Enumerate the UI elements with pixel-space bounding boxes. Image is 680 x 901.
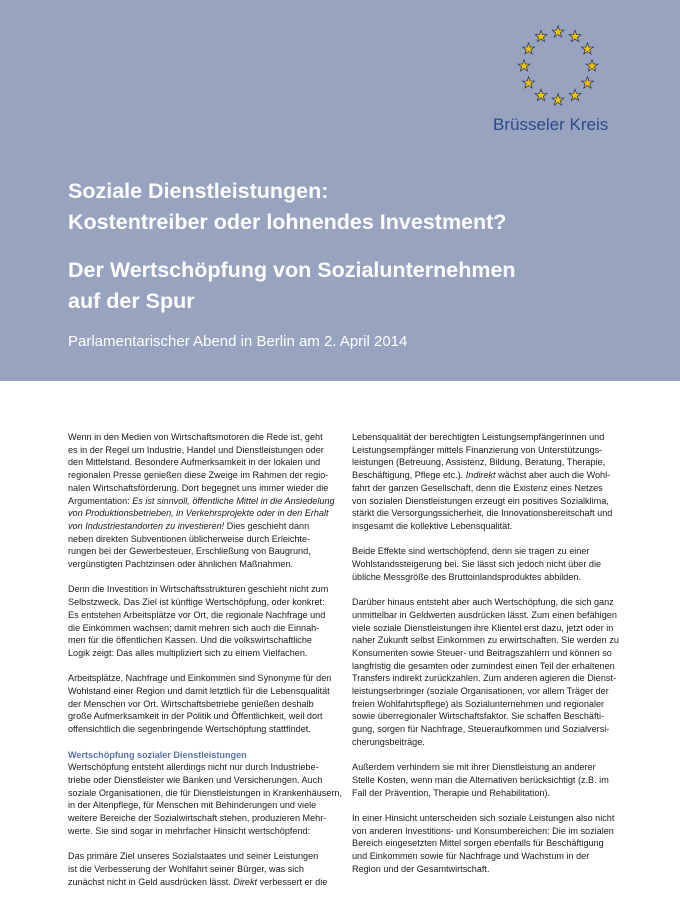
- star-icon: [552, 94, 564, 105]
- text-line: es in der Regel um Industrie, Handel und Dienstleistungen oder: [68, 444, 324, 455]
- paragraph: [68, 761, 340, 837]
- text-line: insgesamt die kollektive Lebensqualität.: [352, 520, 513, 531]
- text-line: Wohlstandssteigerung bei. Sie lässt sich jedoch nicht über die: [352, 559, 602, 570]
- text-line: sowie überregionaler Wirtschaftsfaktor. Sie schaffen Beschäfti-: [352, 711, 605, 722]
- paragraph: [352, 431, 624, 533]
- text-line: men für die öffentlichen Kassen. Und die volkswirtschaftliche: [68, 635, 312, 646]
- text-line: werte. Sie sind sogar in mehrfacher Hinsicht wertschöpfend:: [68, 825, 311, 836]
- event-line: Parlamentarischer Abend in Berlin am 2. April 2014: [68, 333, 408, 350]
- section: [68, 749, 340, 762]
- text-line: nalen Wirtschaftsförderung. Dort begegnet uns immer wieder die: [68, 482, 329, 493]
- star-icon: [582, 43, 594, 54]
- star-icon: [552, 26, 564, 37]
- brand-name: Brüsseler Kreis: [493, 115, 609, 134]
- text-line: stärkt die Versorgungssicherheit, die Innovationsbereitschaft und: [352, 508, 613, 519]
- text-line: weitere Bereiche der Sozialwirtschaft stehen, produzieren Mehr-: [68, 813, 327, 824]
- text-line: Konsumenten sowie Steuer- und Beitragszahlern und können so: [352, 647, 612, 658]
- eu-stars-logo-icon: [508, 24, 608, 108]
- text-segment: wächst aber auch die Wohl-: [495, 470, 611, 481]
- paragraph: [68, 850, 340, 888]
- text-line: von sozialen Dienstleistungen erzeugt ein positives Sozialklima,: [352, 495, 609, 506]
- text-line: und Einkommen sowie für Nachfrage und Wachstum in der: [352, 851, 590, 862]
- text-line: langfristig die gesamten oder zumindest einen Teil der erhaltenen: [352, 660, 615, 671]
- text-line: Region und der Gesamtwirtschaft.: [352, 863, 490, 874]
- text-segment: verbessert er die: [257, 876, 328, 887]
- text-line: Logik zeigt: Das alles multipliziert sich zu einem Vielfachen.: [68, 647, 308, 658]
- star-icon: [518, 60, 530, 71]
- text-line: der Menschen vor Ort. Wirtschaftsbetriebe genießen deshalb: [68, 698, 314, 709]
- text-segment: zunächst nicht in Geld ausdrücken lässt.: [68, 876, 234, 887]
- star-icon: [569, 30, 581, 41]
- text-line: den Mittelstand. Besondere Aufmerksamkeit in der lokalen und: [68, 457, 321, 468]
- text-line: Stelle Kosten, wenn man die Alternativen berücksichtigt (z.B. im: [352, 774, 609, 785]
- text-line: leistungserbringer (soziale Organisationen, vor allem Träger der: [352, 686, 609, 697]
- emphasis-text: von Produktionsbetrieben, in Verkehrsprojekte oder in den Erhalt: [68, 508, 329, 519]
- text-line: gung, sorgen für Nachfrage, Steueraufkommen und Sozialversi-: [352, 724, 610, 735]
- text-line: Transfers indirekt zurückzahlen. Zum anderen agieren die Dienst-: [352, 673, 617, 684]
- text-line: Wohlstand einer Region und damit letztlich für die Lebensqualität: [68, 686, 330, 697]
- text-line: soziale Organisationen, die für Dienstleistungen in Krankenhäusern,: [68, 787, 342, 798]
- text-line: Selbstzweck. Das Ziel ist künftige Wertschöpfung, oder konkret:: [68, 597, 325, 608]
- text-line: neben direkten Subventionen üblicherweise durch Erleichte-: [68, 533, 311, 544]
- text-line: viele soziale Dienstleistungen ihre Klientel erst dazu, jetzt oder in: [352, 622, 614, 633]
- text-line: Darüber hinaus entsteht aber auch Wertschöpfung, die sich ganz: [352, 597, 614, 608]
- text-line: in der Altenpflege, für Menschen mit Behinderungen und viele: [68, 800, 317, 811]
- text-line: Wertschöpfung entsteht allerdings nicht nur durch Industriebe-: [68, 762, 319, 773]
- text-line: naher Zukunft selbst Einkommen zu erwirtschaften. Sie werden zu: [352, 635, 619, 646]
- header-banner: [0, 0, 680, 381]
- paragraph: [352, 761, 624, 799]
- text-line: Leistungsempfänger mittels Finanzierung von Unterstützungs-: [352, 444, 603, 455]
- text-line: Arbeitsplätze, Nachfrage und Einkommen sind Synonyme für den: [68, 673, 332, 684]
- text-line: übliche Messgröße des Bruttoinlandsproduktes abbilden.: [352, 571, 581, 582]
- star-icon: [535, 89, 547, 100]
- star-icon: [523, 77, 535, 88]
- text-line: [68, 520, 340, 533]
- star-icon: [582, 77, 594, 88]
- text-line: regionalen Presse genießen diese Zweige im Rahmen der regio-: [68, 470, 329, 481]
- star-icon: [535, 30, 547, 41]
- star-icon: [569, 89, 581, 100]
- text-segment: Beschäftigung, Pflege etc.).: [352, 470, 466, 481]
- text-line: rungen bei der Gewerbesteuer, Erschließung von Baugrund,: [68, 546, 311, 557]
- emphasis-text: Direkt: [233, 876, 258, 887]
- text-line: leistungen (Betreuung, Assistenz, Bildung, Beratung, Therapie,: [352, 457, 606, 468]
- paragraph: [68, 431, 340, 571]
- paragraph: [352, 596, 624, 748]
- text-line: freien Wohlfahrtspflege) als Sozialunternehmen und regionaler: [352, 698, 605, 709]
- paragraph: [68, 583, 340, 659]
- text-line: triebe oder Dienstleister wie Banken und Versicherungen. Auch: [68, 774, 323, 785]
- right-column: [352, 431, 624, 888]
- text-line: große Aufmerksamkeit in der Politik und Öffentlichkeit, weil dort: [68, 711, 323, 722]
- text-line: ist die Verbesserung der Wohlfahrt seiner Bürger, was sich: [68, 863, 304, 874]
- text-line: Denn die Investition in Wirtschaftsstrukturen geschieht nicht zum: [68, 584, 329, 595]
- text-line: Fall der Prävention, Therapie und Rehabilitation).: [352, 787, 550, 798]
- text-line: Lebensqualität der berechtigten Leistungsempfängerinnen und: [352, 432, 605, 442]
- star-icon: [523, 43, 535, 54]
- emphasis-text: Es ist sinnvoll, öffentliche Mittel in die Ansiedelung: [132, 495, 335, 506]
- title-line-2: Kostentreiber oder lohnendes Investment?: [68, 210, 507, 234]
- text-line: unmittelbar in Geldwerten ausdrücken lässt. Zum einen befähigen: [352, 609, 617, 620]
- text-line: von anderen Investitions- und Konsumbereichen: Die im sozialen: [352, 825, 614, 836]
- subtitle-heading-line-2: auf der Spur: [68, 289, 195, 313]
- emphasis-text: von Industriestandorten zu investieren!: [68, 520, 225, 531]
- emphasis-text: Indirekt: [465, 470, 496, 481]
- text-segment: Dies geschieht dann: [224, 520, 310, 531]
- text-line: Bereich eingesetzten Mittel sorgen ebenfalls für Beschäftigung: [352, 838, 604, 849]
- text-line: [352, 469, 624, 482]
- text-line: Es entstehen Arbeitsplätze vor Ort, die regionale Nachfrage und: [68, 609, 326, 620]
- text-line: [68, 495, 340, 508]
- subtitle-heading-line-1: Der Wertschöpfung von Sozialunternehmen: [68, 258, 516, 282]
- paragraph: [352, 812, 624, 876]
- text-line: offensichtlich die segenbringende Wertschöpfung stattfindet.: [68, 724, 311, 735]
- left-column: [68, 431, 340, 901]
- title-line-1: Soziale Dienstleistungen:: [68, 179, 329, 203]
- text-line: Außerdem verhindern sie mit ihrer Dienstleistung an anderer: [352, 762, 596, 773]
- text-line: [68, 876, 340, 889]
- text-line: Das primäre Ziel unseres Sozialstaates und seiner Leistungen: [68, 851, 319, 862]
- text-line: Wenn in den Medien von Wirtschaftsmotoren die Rede ist, geht: [68, 432, 323, 442]
- text-line: Beide Effekte sind wertschöpfend, denn sie tragen zu einer: [352, 546, 590, 557]
- section-heading: Wertschöpfung sozialer Dienstleistungen: [68, 749, 247, 760]
- text-line: In einer Hinsicht unterscheiden sich soziale Leistungen also nicht: [352, 813, 615, 824]
- text-line: cherungsbeiträge.: [352, 736, 425, 747]
- text-segment: Argumentation:: [68, 495, 133, 506]
- text-line: vergünstigten Pachtzinsen oder ähnlichen Maßnahmen.: [68, 559, 293, 570]
- star-icon: [586, 60, 598, 71]
- text-line: die Einkommen wachsen; damit mehren sich auch die Einnah-: [68, 622, 320, 633]
- paragraph: [68, 672, 340, 736]
- paragraph: [352, 545, 624, 583]
- text-line: fahrt der ganzen Gesellschaft, denn die Existenz eines Netzes: [352, 482, 603, 493]
